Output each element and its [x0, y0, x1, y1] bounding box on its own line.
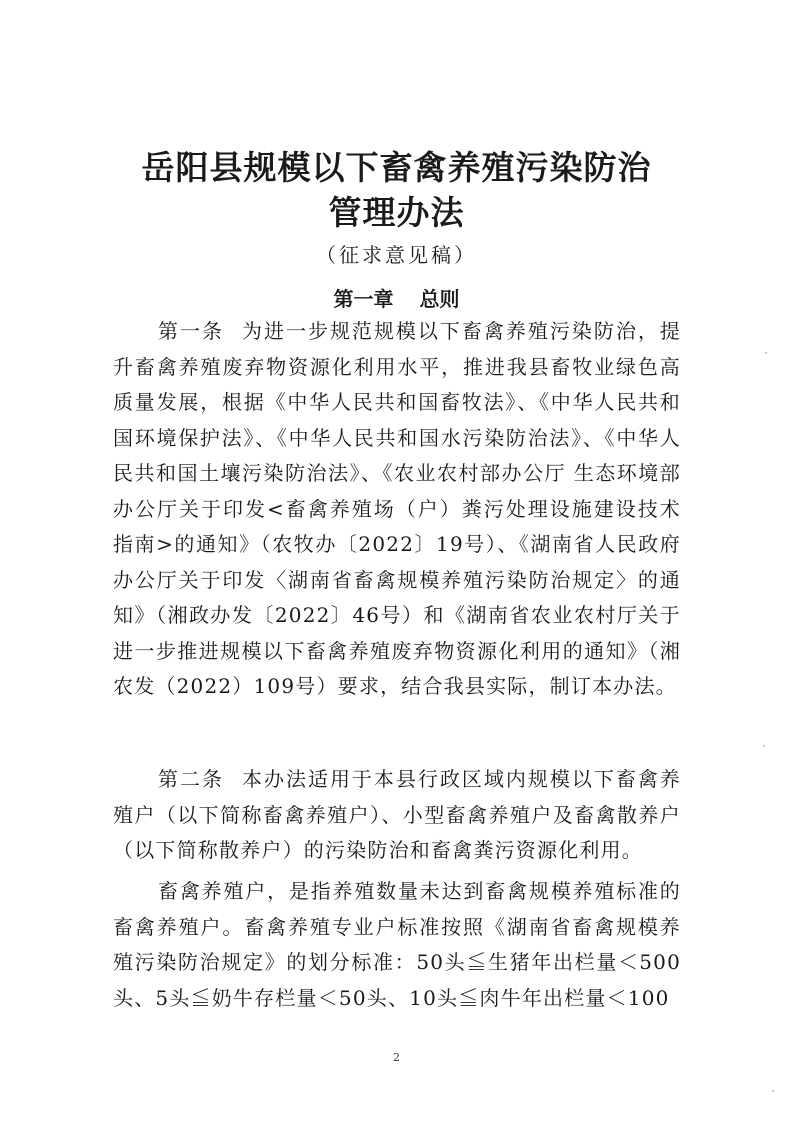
scan-speck [772, 1090, 774, 1092]
page-number: 2 [393, 1051, 400, 1064]
chapter-number: 第一章 [333, 287, 394, 311]
article-2-text: 本办法适用于本县行政区域内规模以下畜禽养殖户（以下简称畜禽养殖户）、小型畜禽养殖户及畜禽散养户（以下简称散养户）的污染防治和畜禽粪污资源化利用。 [113, 767, 682, 862]
article-1 [113, 314, 681, 705]
scan-speck [765, 352, 767, 354]
chapter-name: 总则 [419, 287, 460, 311]
article-2-label: 第二条 [158, 767, 224, 791]
document-title-line1: 岳阳县规模以下畜禽养殖污染防治 [141, 148, 652, 187]
chapter-heading [0, 284, 793, 314]
article-1-text: 为进一步规范规模以下畜禽养殖污染防治，提升畜禽养殖废弃物资源化利用水平，推进我县畜牧业绿色高质量发展，根据《中华人民共和国畜牧法》、《中华人民共和国环境保护法》、《中华人民共和国水污染防治法》、《中华人民共和国土壤污染防治法》、《农业农村部办公厅 生态环境部办公厅关于印发<畜禽养殖场（户）粪污处理设施建设技术指南>的通知》（农牧办〔2022〕19号）、《湖南省人民政府办公厅关于印发〈湖南省畜禽规模养殖污染防治规定〉的通知》（湘政办发〔2022〕46号）和《湖南省农业农村厅关于进一步推进规模以下畜禽养殖废弃物资源化利用的通知》（湘农发（2022）109号）要求，结合我县实际，制订本办法。 [113, 319, 682, 698]
document-title-line2: 管理办法 [328, 193, 465, 232]
scan-speck [763, 745, 765, 747]
article-2 [113, 762, 681, 869]
paragraph-3: 畜禽养殖户，是指养殖数量未达到畜禽规模养殖标准的畜禽养殖户。畜禽养殖专业户标准按照《湖南省畜禽规模养殖污染防治规定》的划分标准：50头≦生猪年出栏量＜500头、5头≦奶牛存栏量＜50头、10头≦肉牛年出栏量＜100 [113, 879, 681, 1010]
article-1-label: 第一条 [158, 319, 224, 343]
document-subtitle: （征求意见稿） [316, 243, 477, 267]
